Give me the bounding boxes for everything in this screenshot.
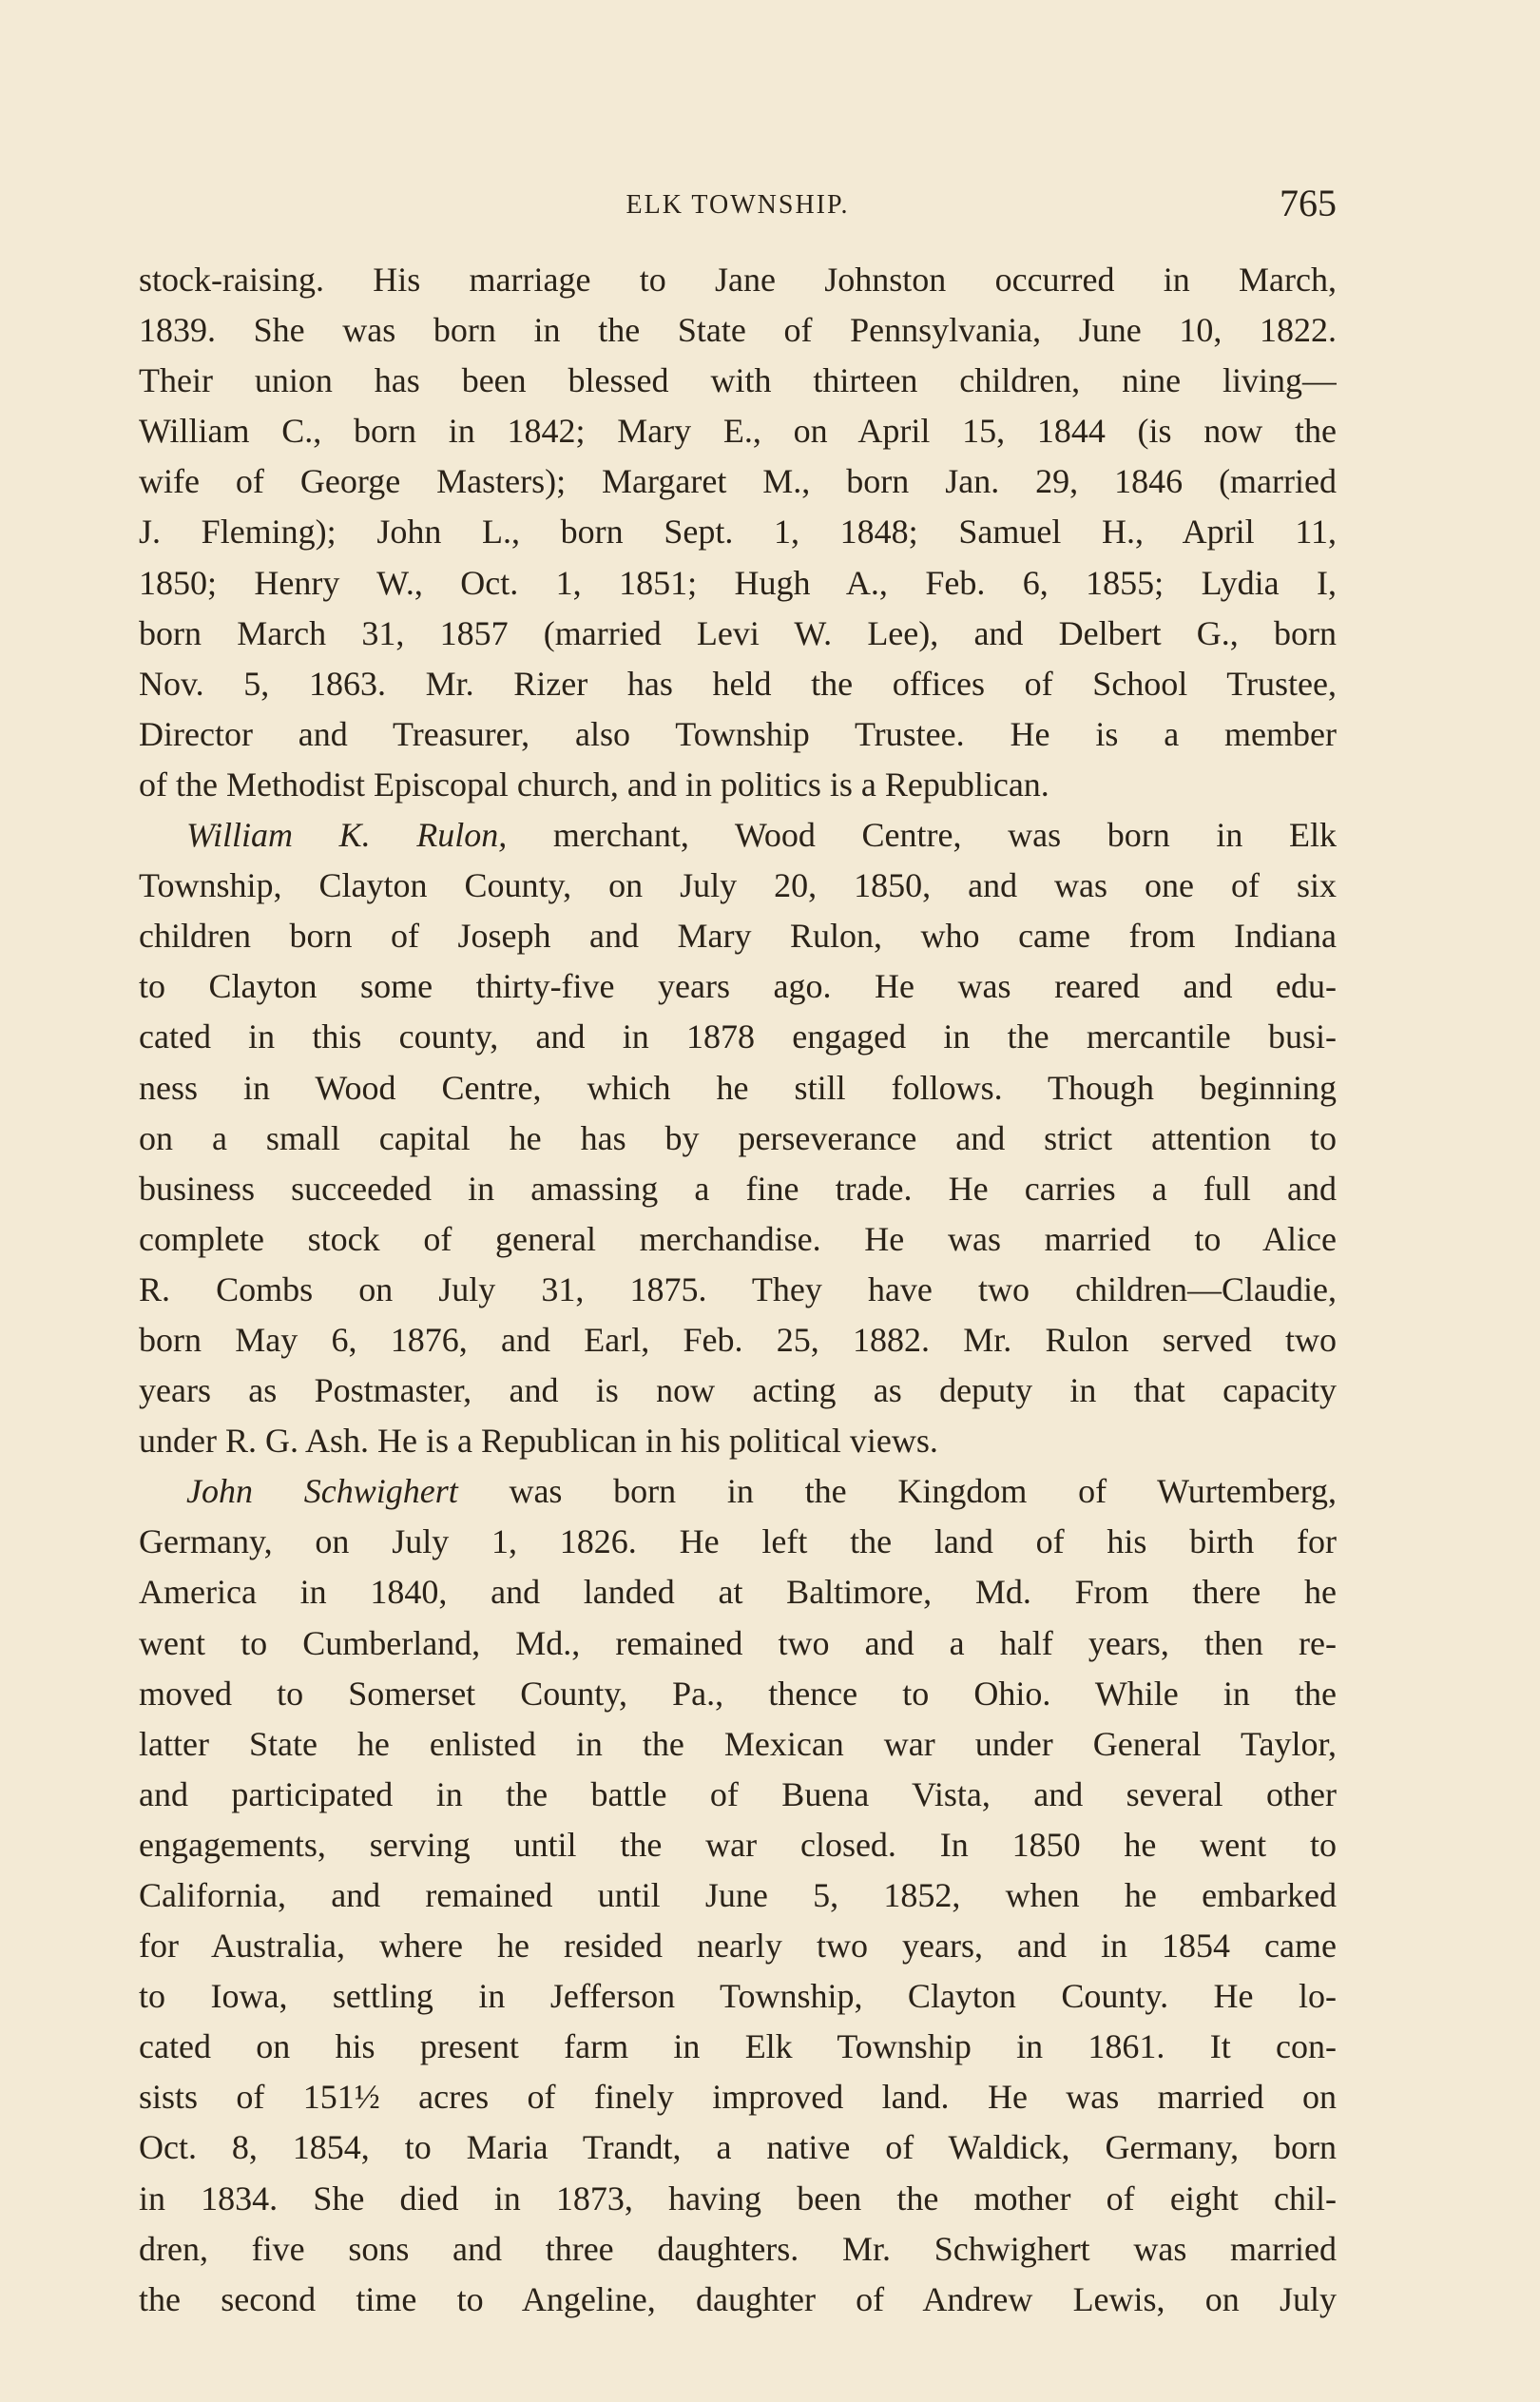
- text-line: sists of 151½ acres of finely improved land. He was married on: [139, 2078, 1337, 2117]
- entry-first-line: [139, 810, 1337, 861]
- person-name: John Schwighert: [186, 1472, 458, 1511]
- text-line: children born of Joseph and Mary Rulon, who came from Indiana: [139, 917, 1337, 956]
- text-line: America in 1840, and landed at Baltimore, Md. From there he: [139, 1573, 1337, 1612]
- text-line: in 1834. She died in 1873, having been the mother of eight chil-: [139, 2179, 1337, 2218]
- text-line: wife of George Masters); Margaret M., born Jan. 29, 1846 (married: [139, 462, 1337, 501]
- text-line: J. Fleming); John L., born Sept. 1, 1848; Samuel H., April 11,: [139, 513, 1337, 552]
- text-line: California, and remained until June 5, 1852, when he embarked: [139, 1876, 1337, 1914]
- page-header: [139, 181, 1337, 228]
- text-line: years as Postmaster, and is now acting as deputy in that capacity: [139, 1371, 1337, 1410]
- page-number: 765: [1280, 182, 1337, 224]
- text-line: under R. G. Ash. He is a Republican in his political views.: [139, 1422, 938, 1461]
- text-line: of the Methodist Episcopal church, and in politics is a Republican.: [139, 765, 1049, 804]
- running-head: ELK TOWNSHIP.: [626, 190, 850, 220]
- text-line: Germany, on July 1, 1826. He left the land of his birth for: [139, 1522, 1337, 1561]
- person-name: William K. Rulon,: [186, 816, 508, 855]
- text-line: to Iowa, settling in Jefferson Township, Clayton County. He lo-: [139, 1977, 1337, 2016]
- text-line: on a small capital he has by perseverance and strict attention to: [139, 1118, 1337, 1157]
- text-line: Director and Treasurer, also Township Trustee. He is a member: [139, 714, 1337, 753]
- text-line: moved to Somerset County, Pa., thence to Ohio. While in the: [139, 1674, 1337, 1713]
- text-line: latter State he enlisted in the Mexican war under General Taylor,: [139, 1724, 1337, 1763]
- text-line: to Clayton some thirty-five years ago. He was reared and edu-: [139, 967, 1337, 1006]
- text-line: ness in Wood Centre, which he still follows. Though beginning: [139, 1068, 1337, 1107]
- entry-text: was born in the Kingdom of Wurtemberg,: [457, 1472, 1337, 1511]
- text-line: born March 31, 1857 (married Levi W. Lee), and Delbert G., born: [139, 613, 1337, 652]
- text-line: Township, Clayton County, on July 20, 1850, and was one of six: [139, 866, 1337, 905]
- text-line: cated in this county, and in 1878 engaged in the mercantile busi-: [139, 1017, 1337, 1056]
- text-line: Their union has been blessed with thirteen children, nine living—: [139, 361, 1337, 400]
- text-line: and participated in the battle of Buena Vista, and several other: [139, 1774, 1337, 1813]
- text-line: Nov. 5, 1863. Mr. Rizer has held the offices of School Trustee,: [139, 664, 1337, 703]
- body-text: [139, 255, 1337, 2325]
- entry-text: merchant, Wood Centre, was born in Elk: [507, 816, 1337, 855]
- text-line: R. Combs on July 31, 1875. They have two children—Claudie,: [139, 1269, 1337, 1308]
- text-line: for Australia, where he resided nearly two years, and in 1854 came: [139, 1927, 1337, 1966]
- text-line: 1839. She was born in the State of Pennsylvania, June 10, 1822.: [139, 311, 1337, 350]
- text-line: went to Cumberland, Md., remained two and a half years, then re-: [139, 1623, 1337, 1662]
- text-line: complete stock of general merchandise. He was married to Alice: [139, 1219, 1337, 1258]
- text-line: engagements, serving until the war closed. In 1850 he went to: [139, 1825, 1337, 1864]
- text-line: business succeeded in amassing a fine trade. He carries a full and: [139, 1169, 1337, 1208]
- text-line: 1850; Henry W., Oct. 1, 1851; Hugh A., Feb. 6, 1855; Lydia I,: [139, 563, 1337, 602]
- text-line: born May 6, 1876, and Earl, Feb. 25, 1882. Mr. Rulon served two: [139, 1320, 1337, 1359]
- text-line: stock-raising. His marriage to Jane Johnston occurred in March,: [139, 261, 1337, 299]
- entry-first-line: [139, 1466, 1337, 1517]
- text-line: William C., born in 1842; Mary E., on April 15, 1844 (is now the: [139, 412, 1337, 451]
- text-line: dren, five sons and three daughters. Mr. Schwighert was married: [139, 2229, 1337, 2268]
- text-line: the second time to Angeline, daughter of Andrew Lewis, on July: [139, 2279, 1337, 2318]
- text-line: cated on his present farm in Elk Township in 1861. It con-: [139, 2027, 1337, 2066]
- text-line: Oct. 8, 1854, to Maria Trandt, a native of Waldick, Germany, born: [139, 2128, 1337, 2167]
